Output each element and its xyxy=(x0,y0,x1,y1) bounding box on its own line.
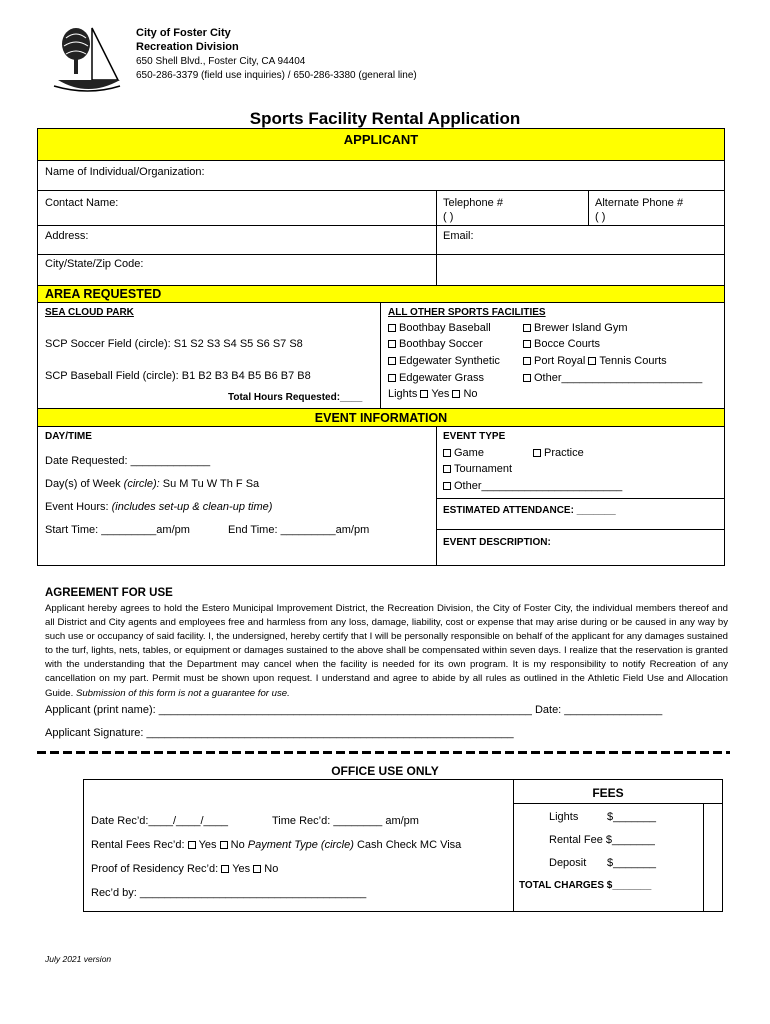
checkbox-icon[interactable] xyxy=(443,482,451,490)
applicant-heading: APPLICANT xyxy=(343,132,419,147)
day-time-label: DAY/TIME xyxy=(45,431,92,442)
event-description-field[interactable]: EVENT DESCRIPTION: xyxy=(443,537,551,548)
received-by-field[interactable]: Rec’d by: _____________________________________ xyxy=(91,887,367,899)
alt-phone-field[interactable]: Alternate Phone # xyxy=(595,197,684,209)
date-received-field[interactable]: Date Rec’d:____/____/____ xyxy=(91,815,228,827)
checkbox-icon[interactable] xyxy=(253,865,261,873)
checkbox-icon[interactable] xyxy=(523,324,531,332)
checkbox-icon[interactable] xyxy=(388,374,396,382)
agreement-text: Applicant hereby agrees to hold the Estero Municipal Improvement District, the Recreation Division, the City of Foster City, the individual members thereof and all District and City agents and employees free and harmless from any loss, damage, liability, cost or expense that may arise during or be caused in any way by such use or occupancy of said facility. I, the undersigned, hereby certify that I will be personally responsible on behalf of the applicant for any damages sustained to the turf, lights, nets, tables, or equipment or damages sustained to the above shall be compensated within seven days. I realize that the reservation is granted with the understanding that the Department may cancel when the facility is needed for its own program. It is my responsibility to notify Recreation of any cancellation on my part. Permit must be shown upon request. I understand and agree to abide by all rules as outlined in the Athletic Field Use and Allocation Guide. Submission of this form is not a guarantee for use. xyxy=(45,603,728,699)
other-facilities-label: ALL OTHER SPORTS FACILITIES xyxy=(388,307,546,318)
lights-option: Lights Yes No xyxy=(388,388,478,400)
fee-lights-field[interactable]: $_______ xyxy=(607,811,656,823)
event-type-game[interactable]: Game xyxy=(443,447,484,459)
area-heading: AREA REQUESTED xyxy=(45,287,162,301)
facility-option[interactable]: Boothbay Baseball xyxy=(388,322,491,334)
checkbox-icon[interactable] xyxy=(443,449,451,457)
checkbox-icon[interactable] xyxy=(221,865,229,873)
form-title: Sports Facility Rental Application xyxy=(249,109,521,128)
org-name: City of Foster City xyxy=(136,27,231,39)
checkbox-icon[interactable] xyxy=(388,324,396,332)
date-requested-field[interactable]: Date Requested: _____________ xyxy=(45,455,211,467)
cut-line-divider xyxy=(37,751,730,754)
alt-phone-paren: ( ) xyxy=(595,211,606,223)
checkbox-icon[interactable] xyxy=(188,841,196,849)
org-name-field[interactable]: Name of Individual/Organization: xyxy=(45,166,205,178)
facility-option[interactable]: Brewer Island Gym xyxy=(523,322,628,334)
time-received-field[interactable]: Time Rec’d: ________ am/pm xyxy=(272,815,419,827)
residency-received: Proof of Residency Rec’d: Yes No xyxy=(91,863,279,875)
fee-deposit-label: Deposit xyxy=(549,857,587,869)
checkbox-icon[interactable] xyxy=(388,357,396,365)
facility-option[interactable]: Other_______________________ xyxy=(523,372,702,384)
telephone-paren: ( ) xyxy=(443,211,454,223)
event-heading: EVENT INFORMATION xyxy=(314,411,448,425)
event-type-label: EVENT TYPE xyxy=(443,431,506,442)
facility-option[interactable]: Bocce Courts xyxy=(523,338,600,350)
checkbox-icon[interactable] xyxy=(388,340,396,348)
start-time-field[interactable]: Start Time: _________am/pm xyxy=(45,524,190,536)
facility-option[interactable]: Edgewater Synthetic xyxy=(388,355,500,367)
contact-name-field[interactable]: Contact Name: xyxy=(45,197,119,209)
total-hours-field[interactable]: Total Hours Requested:____ xyxy=(228,392,363,403)
sea-cloud-park-label: SEA CLOUD PARK xyxy=(45,307,134,318)
end-time-field[interactable]: End Time: _________am/pm xyxy=(228,524,370,536)
rental-fees-received: Rental Fees Rec’d: Yes No Payment Type (circle) Cash Check MC Visa xyxy=(91,839,462,851)
fee-deposit-field[interactable]: $_______ xyxy=(607,857,656,869)
checkbox-icon[interactable] xyxy=(523,374,531,382)
total-charges-field[interactable]: TOTAL CHARGES $_______ xyxy=(519,880,652,891)
agreement-heading: AGREEMENT FOR USE xyxy=(45,587,173,599)
org-address: 650 Shell Blvd., Foster City, CA 94404 xyxy=(136,56,306,67)
checkbox-icon[interactable] xyxy=(523,340,531,348)
division-name: Recreation Division xyxy=(136,41,239,53)
checkbox-icon[interactable] xyxy=(443,465,451,473)
checkbox-icon[interactable] xyxy=(588,357,596,365)
event-type-tournament[interactable]: Tournament xyxy=(443,463,512,475)
event-hours-label: Event Hours: (includes set-up & clean-up time) xyxy=(45,501,273,513)
email-field[interactable]: Email: xyxy=(443,230,474,242)
scp-baseball-field-select[interactable]: SCP Baseball Field (circle): B1 B2 B3 B4 B5 B6 B7 B8 xyxy=(45,370,311,382)
event-type-other[interactable]: Other_______________________ xyxy=(443,480,622,492)
facility-option[interactable]: Edgewater Grass xyxy=(388,372,484,384)
org-phones: 650-286-3379 (field use inquiries) / 650-286-3380 (general line) xyxy=(136,70,417,81)
version-note: July 2021 version xyxy=(45,954,112,964)
fee-lights-label: Lights xyxy=(549,811,579,823)
checkbox-icon[interactable] xyxy=(420,390,428,398)
checkbox-icon[interactable] xyxy=(220,841,228,849)
checkbox-icon[interactable] xyxy=(452,390,460,398)
estimated-attendance-field[interactable]: ESTIMATED ATTENDANCE: _______ xyxy=(443,505,616,516)
facility-option[interactable]: Boothbay Soccer xyxy=(388,338,483,350)
checkbox-icon[interactable] xyxy=(523,357,531,365)
applicant-signature-field[interactable]: Applicant Signature: ____________________________________________________________ xyxy=(45,727,514,739)
scp-soccer-field-select[interactable]: SCP Soccer Field (circle): S1 S2 S3 S4 S5 S6 S7 S8 xyxy=(45,338,303,350)
checkbox-icon[interactable] xyxy=(533,449,541,457)
city-logo-icon xyxy=(50,22,125,102)
fees-heading: FEES xyxy=(592,786,624,800)
event-type-practice[interactable]: Practice xyxy=(533,447,584,459)
days-of-week-select[interactable]: Day(s) of Week (circle): Su M Tu W Th F Sa xyxy=(45,478,260,490)
office-use-heading: OFFICE USE ONLY xyxy=(331,764,439,778)
facility-option[interactable]: Port Royal Tennis Courts xyxy=(523,355,667,367)
address-field[interactable]: Address: xyxy=(45,230,89,242)
event-box xyxy=(37,426,725,566)
city-state-zip-field[interactable]: City/State/Zip Code: xyxy=(45,258,144,270)
fee-rental-field[interactable]: Rental Fee $_______ xyxy=(549,834,655,846)
telephone-field[interactable]: Telephone # xyxy=(443,197,503,209)
applicant-print-name-field[interactable]: Applicant (print name): _____________________________________________________________ Date: ________________ xyxy=(45,704,663,716)
